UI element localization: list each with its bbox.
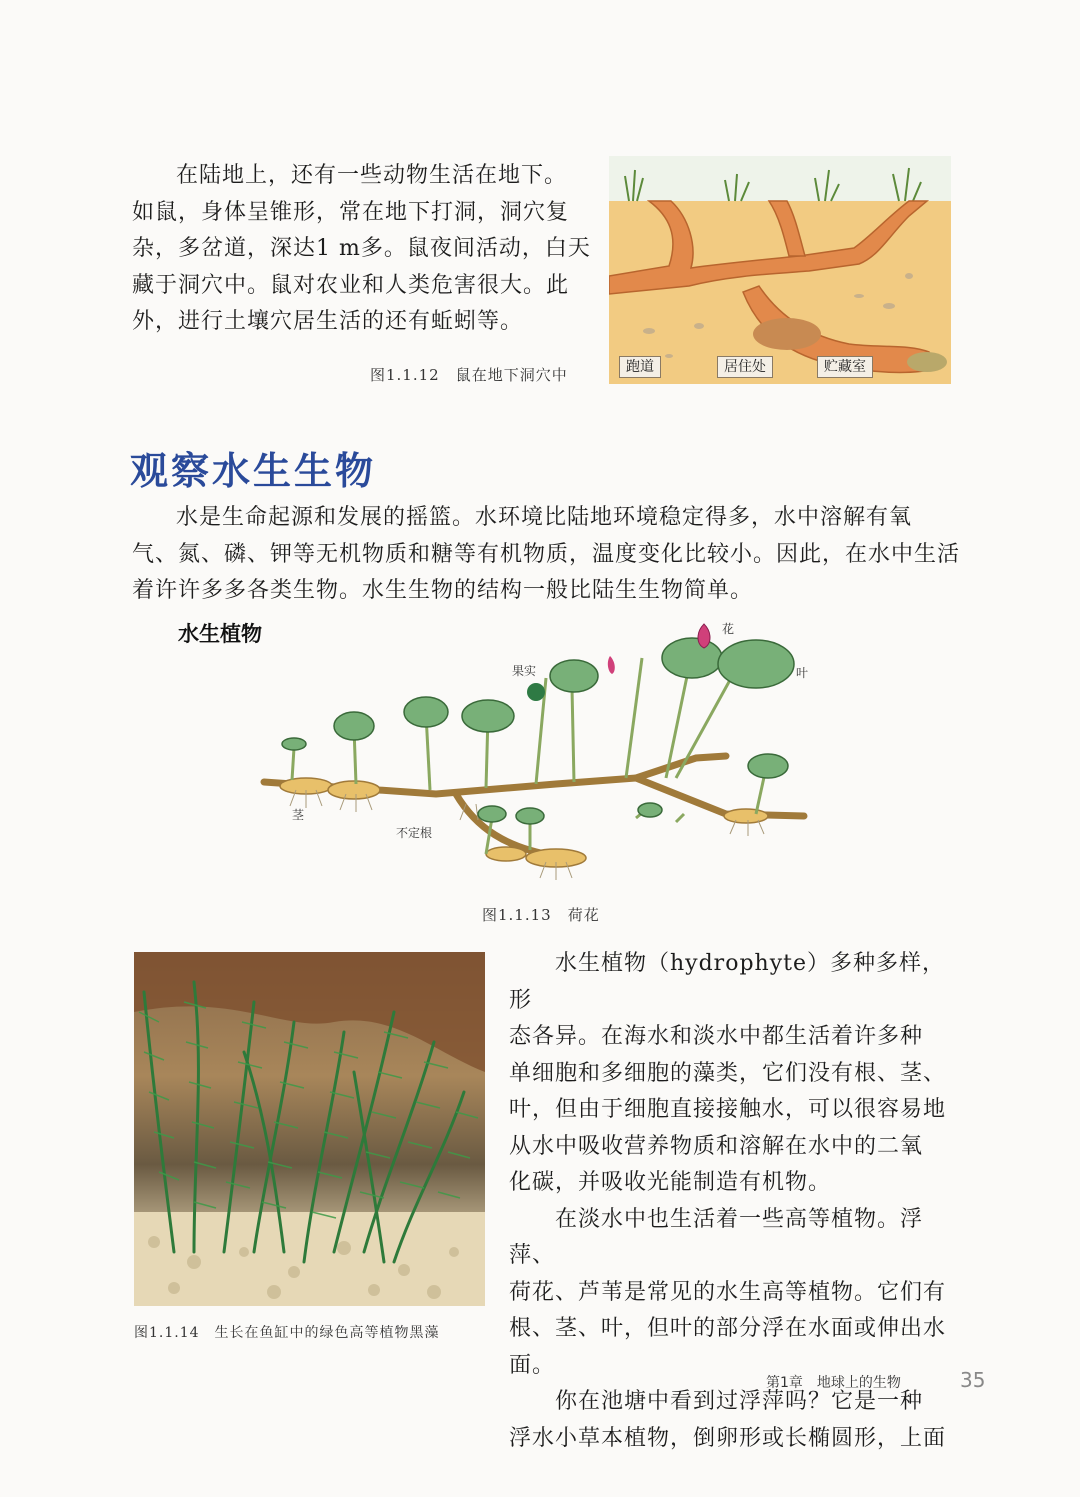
text-line: 气、氮、磷、钾等无机物质和糖等有机物质，温度变化比较小。因此，在水中生活 [132, 541, 961, 567]
text-line: 叶，但由于细胞直接接触水，可以很容易地 [509, 1097, 947, 1122]
lotus-drawing [256, 618, 816, 898]
figure-caption-lotus: 图1.1.13 荷花 [482, 906, 600, 924]
label-stem: 茎 [292, 808, 305, 822]
figure-caption-burrow: 图1.1.12 鼠在地下洞穴中 [370, 366, 568, 384]
text-line: 你在池塘中看到过浮萍吗？它是一种 [555, 1389, 924, 1414]
nest [753, 318, 821, 350]
page-number: 35 [960, 1368, 986, 1392]
burrow-illustration [609, 156, 951, 384]
text-line: 藏于洞穴中。鼠对农业和人类危害很大。此 [132, 272, 570, 298]
text-line: 单细胞和多细胞的藻类，它们没有根、茎、 [509, 1060, 947, 1086]
text-line: 外，进行土壤穴居生活的还有蚯蚓等。 [132, 309, 524, 334]
text-line: 水是生命起源和发展的摇篮。水环境比陆地环境稳定得多，水中溶解有氧 [176, 505, 913, 530]
burrow-paragraph [132, 158, 592, 341]
text-line: 在陆地上，还有一些动物生活在地下。 [176, 163, 568, 188]
text-line: 荷花、芦苇是常见的水生高等植物。它们有 [509, 1279, 947, 1305]
text-line: 浮水小草本植物，倒卵形或长椭圆形，上面 [509, 1425, 947, 1451]
section-heading: 观察水生生物 [130, 449, 377, 493]
label-fruit: 果实 [512, 664, 537, 678]
text-line: 从水中吸收营养物质和溶解在水中的二氧 [509, 1133, 924, 1159]
text-line: 态各异。在海水和淡水中都生活着许多种 [509, 1024, 924, 1049]
burrow-drawing [609, 156, 951, 384]
label-flower: 花 [722, 622, 735, 636]
text-line: 在淡水中也生活着一些高等植物。浮萍、 [509, 1206, 924, 1268]
lotus-fruit [527, 683, 545, 701]
text-line: 着许许多多各类生物。水生生物的结构一般比陆生生物简单。 [132, 578, 754, 603]
figure-caption-waterweed: 图1.1.14 生长在鱼缸中的绿色高等植物黑藻 [134, 1325, 440, 1341]
food-store [907, 352, 947, 372]
text-line: 化碳，并吸收光能制造有机物。 [509, 1170, 832, 1195]
label-leaf: 叶 [796, 666, 809, 680]
label-storage-room: 贮藏室 [817, 356, 873, 378]
label-living-area: 居住处 [717, 356, 773, 378]
intro-paragraph [132, 500, 962, 610]
label-runway: 跑道 [619, 356, 661, 378]
lotus-bud [608, 656, 615, 674]
subheading: 水生植物 [178, 622, 262, 646]
waterweed-photo [134, 952, 485, 1306]
lotus-illustration [256, 618, 816, 898]
text-line: 杂，多岔道，深达1 m多。鼠夜间活动，白天 [132, 236, 591, 261]
chapter-footer: 第1章 地球上的生物 [766, 1375, 901, 1391]
text-line: 如鼠，身体呈锥形，常在地下打洞，洞穴复 [132, 199, 570, 225]
lotus-flower [698, 624, 710, 648]
text-line: 根、茎、叶，但叶的部分浮在水面或伸出水面。 [509, 1316, 947, 1378]
waterweed-drawing [134, 952, 485, 1306]
label-adventitious-root: 不定根 [396, 826, 433, 840]
text-line: 水生植物（hydrophyte）多种多样，形 [509, 951, 945, 1013]
